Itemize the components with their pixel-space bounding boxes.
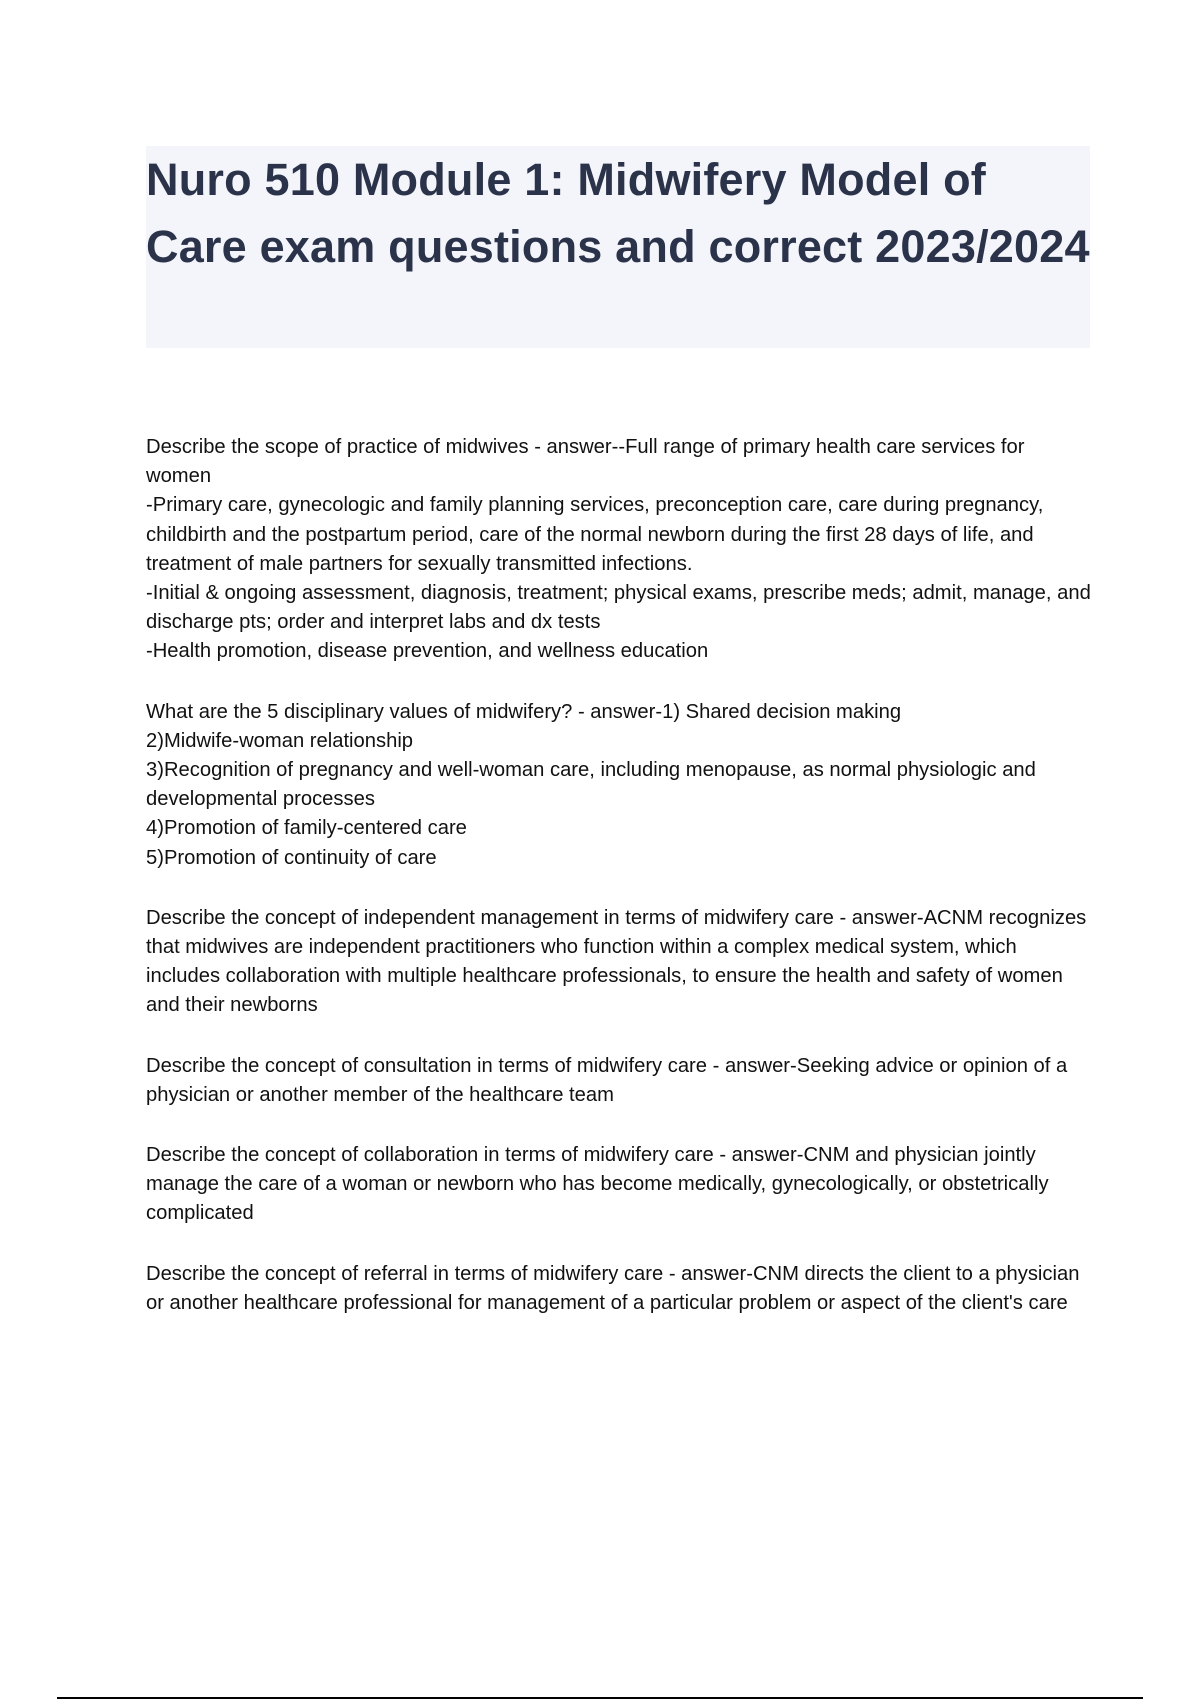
title-block xyxy=(146,146,1090,348)
qa-line: 5)Promotion of continuity of care xyxy=(146,846,437,869)
qa-entry-consultation xyxy=(146,1052,1091,1110)
qa-entry-referral xyxy=(146,1260,1091,1318)
qa-line: 4)Promotion of family-centered care xyxy=(146,817,467,840)
qa-line: What are the 5 disciplinary values of midwifery? - answer-1) Shared decision making xyxy=(146,700,902,723)
qa-line: -Initial & ongoing assessment, diagnosis, treatment; physical exams, prescribe meds; admit, manage, and discharge pts; order and interpret labs and dx tests xyxy=(146,582,1091,634)
qa-entry-disciplinary-values xyxy=(146,698,1091,873)
qa-line: Describe the concept of consultation in terms of midwifery care - answer-Seeking advice or opinion of a physician or another member of the healthcare team xyxy=(146,1054,1068,1106)
qa-entry-collaboration xyxy=(146,1141,1091,1229)
qa-entry-independent-management xyxy=(146,904,1091,1021)
footer-divider xyxy=(57,1697,1143,1699)
document-title: Nuro 510 Module 1: Midwifery Model of Care exam questions and correct 2023/2024 xyxy=(146,154,1090,272)
qa-line: Describe the concept of independent management in terms of midwifery care - answer-ACNM recognizes that midwives are independent practitioners who function within a complex medical system, which includes collaboration with multiple healthcare professionals, to ensure the health and safety of women and their newborns xyxy=(146,906,1087,1017)
qa-line: 3)Recognition of pregnancy and well-woman care, including menopause, as normal physiologic and developmental processes xyxy=(146,759,1036,811)
qa-line: Describe the scope of practice of midwives - answer--Full range of primary health care services for women xyxy=(146,436,1025,488)
qa-line: 2)Midwife-woman relationship xyxy=(146,729,414,752)
qa-line: Describe the concept of referral in terms of midwifery care - answer-CNM directs the client to a physician or another healthcare professional for management of a particular problem or aspect of the client's care xyxy=(146,1262,1080,1314)
qa-line: -Primary care, gynecologic and family planning services, preconception care, care during pregnancy, childbirth and the postpartum period, care of the normal newborn during the first 28 days of life, and treatment of male partners for sexually transmitted infections. xyxy=(146,494,1044,575)
qa-entry-scope-of-practice xyxy=(146,433,1091,667)
document-body xyxy=(146,433,1091,1349)
qa-line: Describe the concept of collaboration in terms of midwifery care - answer-CNM and physician jointly manage the care of a woman or newborn who has become medically, gynecologically, or obstetrically complicated xyxy=(146,1144,1049,1225)
qa-line: -Health promotion, disease prevention, and wellness education xyxy=(146,640,709,663)
